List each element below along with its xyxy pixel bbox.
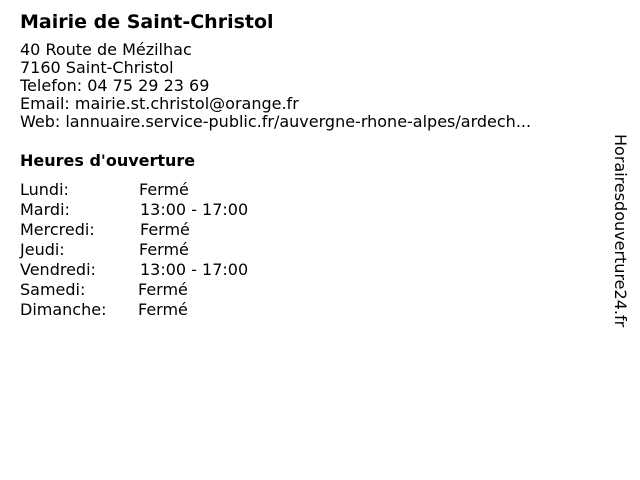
phone-number[interactable]: Telefon: 04 75 29 23 69 xyxy=(20,77,210,95)
day-hours: Fermé xyxy=(139,240,189,259)
day-hours: 13:00 - 17:00 xyxy=(140,260,249,279)
day-label: Mardi: xyxy=(20,200,70,219)
day-hours: 13:00 - 17:00 xyxy=(140,200,249,219)
website-link[interactable]: Web: lannuaire.service-public.fr/auvergne-rhone-alpes/ardech... xyxy=(20,113,532,131)
opening-hours-table xyxy=(20,180,590,320)
hours-row-vendredi xyxy=(20,260,590,280)
day-label: Vendredi: xyxy=(20,260,96,279)
hours-row-samedi xyxy=(20,280,590,300)
place-card xyxy=(20,8,590,320)
day-hours: Fermé xyxy=(138,300,188,319)
day-hours: Fermé xyxy=(139,180,189,199)
street-address: 40 Route de Mézilhac xyxy=(20,41,192,59)
day-label: Samedi: xyxy=(20,280,86,299)
day-label: Jeudi: xyxy=(20,240,65,259)
day-hours: Fermé xyxy=(138,280,188,299)
hours-row-dimanche xyxy=(20,300,590,320)
place-title: Mairie de Saint-Christol xyxy=(20,11,274,33)
day-hours: Fermé xyxy=(140,220,190,239)
hours-row-lundi xyxy=(20,180,590,200)
hours-row-jeudi xyxy=(20,240,590,260)
day-label: Mercredi: xyxy=(20,220,95,239)
hours-row-mardi xyxy=(20,200,590,220)
postal-city: 7160 Saint-Christol xyxy=(20,59,174,77)
hours-heading: Heures d'ouverture xyxy=(20,151,196,170)
day-label: Dimanche: xyxy=(20,300,107,319)
day-label: Lundi: xyxy=(20,180,69,199)
contact-block xyxy=(20,41,590,131)
email-address[interactable]: Email: mairie.st.christol@orange.fr xyxy=(20,95,299,113)
hours-row-mercredi xyxy=(20,220,590,240)
site-brand-vertical[interactable]: Horairesdouverture24.fr xyxy=(611,134,630,328)
